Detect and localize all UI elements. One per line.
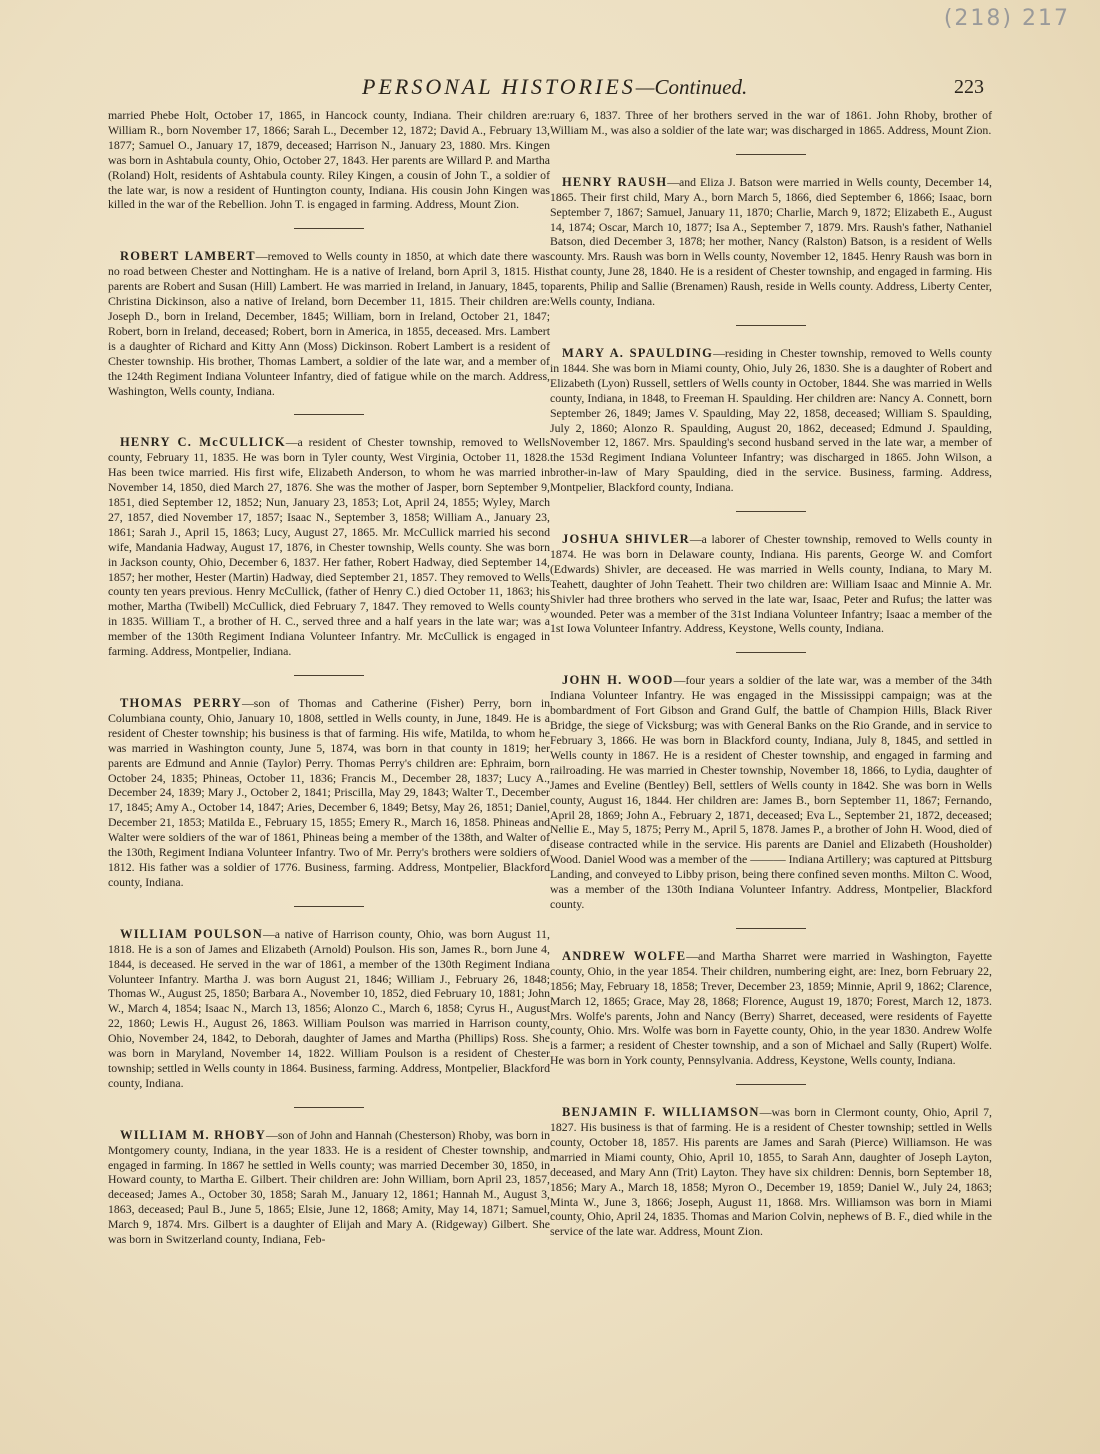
entry-paragraph bbox=[108, 1128, 550, 1247]
entry-text: —son of John and Hannah (Chesterson) Rhoby, was born in Montgomery county, Indiana, in the year 1833. He is a resident of Chester township, and engaged in farming. In 1867 he settled in Wells county; was married December 30, 1850, in Howard county, to Martha E. Gilbert. Their children are: John William, born April 23, 1857, deceased; James A., October 30, 1858; Sarah M., January 12, 1861; Hannah M., August 3, 1863, deceased; Paul B., June 5, 1865; Elsie, June 12, 1868; Amity, May 14, 1871; Samuel, March 9, 1874. Mrs. Gilbert is a daughter of Elijah and Mary A. (Ridgeway) Gilbert. She was born in Switzerland county, Indiana, Feb- bbox=[108, 1127, 550, 1247]
entry-paragraph bbox=[108, 249, 550, 398]
entry-paragraph bbox=[550, 108, 992, 138]
biography-entry bbox=[550, 108, 992, 138]
entry-paragraph bbox=[550, 532, 992, 636]
entry-text: —a resident of Chester township, removed to Wells county, February 11, 1835. He was born in Tyler county, West Virginia, October 11, 1828. Has been twice married. His first wife, Elizabeth Anderson, to whom he was married in November 14, 1850, died March 27, 1876. She was the mother of Jasper, born September 9, 1851, died September 12, 1852; Nun, January 23, 1853; Lot, April 24, 1855; Wyley, March 27, 1857, died November 17, 1857; Isaac N., September 3, 1858; William A., January 23, 1861; Sarah J., April 15, 1863; Lucy, August 27, 1865. Mr. McCullick married his second wife, Mandania Hadway, August 17, 1876, in Chester township, Wells county. She was born in Jackson county, Ohio, December 6, 1837. Her father, Robert Hadway, died September 14, 1857; her mother, Hester (Martin) Hadway, died September 21, 1857. They removed to Wells county ten years previous. Henry McCullick, (father of Henry C.) died October 11, 1863; his mother, Martha (Twibell) McCullick, died February 7, 1847. They removed to Wells county in 1835. William T., a brother of H. C., served three and a half years in the late war; was a member of the 130th Regiment Indiana Volunteer Infantry. Mr. McCullick is engaged in farming. Address, Montpelier, Indiana. bbox=[108, 435, 550, 659]
section-divider bbox=[294, 228, 364, 229]
header-continued: —Continued. bbox=[635, 75, 748, 99]
biography-entry bbox=[550, 346, 992, 495]
biography-entry bbox=[550, 673, 992, 912]
entry-text: married Phebe Holt, October 17, 1865, in Hancock county, Indiana. Their children are: William R., born November 17, 1866; Sarah L., December 12, 1872; David A., February 13, 1877; Samuel O., January 17, 1879, deceased; Harrison N., January 23, 1880. Mrs. Kingen was born in Ashtabula county, Ohio, October 27, 1843. Her parents are Willard P. and Martha (Roland) Holt, residents of Ashtabula county. Riley Kingen, a cousin of John T., a soldier of the late war, is now a resident of Huntington county, Indiana. His cousin John Kingen was killed in the war of the Rebellion. John T. is engaged in farming. Address, Mount Zion. bbox=[108, 108, 550, 212]
section-divider bbox=[736, 1084, 806, 1085]
biography-entry bbox=[108, 927, 550, 1091]
section-divider bbox=[294, 414, 364, 415]
entry-name: ROBERT LAMBERT bbox=[120, 249, 256, 264]
entry-paragraph bbox=[550, 949, 992, 1068]
pencil-page-note: (218) 217 bbox=[943, 6, 1070, 31]
entry-paragraph bbox=[550, 1105, 992, 1239]
entry-name: WILLIAM M. RHOBY bbox=[120, 1127, 267, 1142]
section-divider bbox=[736, 325, 806, 326]
entry-text: —was born in Clermont county, Ohio, April 7, 1827. His business is that of farming. He is a resident of Chester township; settled in Wells county, October 18, 1857. His parents are James and Sarah (Pierce) Williamson. He was married in Miami county, Ohio, April 10, 1855, to Sarah Ann, daughter of Joseph Layton, deceased, and Mary Ann (Trit) Layton. They have six children: Dennis, born September 18, 1856; Mary A., March 18, 1858; Myron O., December 19, 1859; Daniel W., July 24, 1863; Minta W., June 3, 1866; Joseph, August 11, 1868. Mrs. Williamson was born in Miami county, Ohio, April 24, 1835. Thomas and Marion Colvin, nephews of B. F., died while in the service of the late war. Address, Mount Zion. bbox=[550, 1105, 992, 1239]
entry-text: —removed to Wells county in 1850, at which date there was no road between Chester and Nottingham. He is a native of Ireland, born April 3, 1815. His parents are Robert and Susan (Hill) Lambert. He was married in Ireland, in January, 1845, to Christina Dickinson, also a native of Ireland, born December 11, 1815. Their children are: Joseph D., born in Ireland, December, 1845; William, born in Ireland, October 21, 1847; Robert, born in Ireland, deceased; Robert, born in America, in 1855, deceased. Mrs. Lambert is a daughter of Richard and Kitty Ann (Moss) Dickinson. Robert Lambert is a resident of Chester township. His brother, Thomas Lambert, a soldier of the late war, and a member of the 124th Regiment Indiana Volunteer Infantry, died of fatigue while on the march. Address, Washington, Wells county, Indiana. bbox=[108, 249, 551, 398]
biography-entry bbox=[550, 949, 992, 1068]
entry-name: HENRY C. McCULLICK bbox=[120, 435, 286, 450]
entry-text: —a native of Harrison county, Ohio, was born August 11, 1818. He is a son of James and Elizabeth (Arnold) Poulson. His son, James R., born June 4, 1844, is deceased. He served in the war of 1861, a member of the 130th Regiment Indiana Volunteer Infantry. Martha J. was born August 21, 1846; William J., February 26, 1848; Thomas W., August 25, 1850; Barbara A., November 10, 1852, died February 10, 1881; John W., March 4, 1854; Isaac N., March 13, 1856; Alonzo C., March 6, 1858; Cyrus H., August 22, 1860; Lewis H., August 26, 1863. William Poulson was married in Harrison county, Ohio, November 24, 1842, to Deborah, daughter of James and Martha (Phillips) Ross. She was born in Maryland, November 14, 1822. William Poulson is a resident of Chester township; settled in Wells county in 1864. Business, farming. Address, Montpelier, Blackford county, Indiana. bbox=[108, 926, 550, 1090]
biography-entry bbox=[550, 175, 992, 309]
entry-text: —residing in Chester township, removed to Wells county in 1844. She was born in Miami county, Ohio, July 26, 1830. She is a daughter of Robert and Elizabeth (Lyon) Russell, settlers of Wells county in October, 1844. She was married in Wells county, Indiana, in 1848, to Freeman H. Spaulding. Her children are: Nancy A. Connett, born September 26, 1849; James V. Spaulding, May 22, 1858, deceased; William S. Spaulding, July 2, 1860; Alonzo R. Spaulding, August 20, 1862, deceased; Edmund J. Spaulding, November 12, 1867. Mrs. Spaulding's second husband served in the late war, a member of the 153d Regiment Indiana Volunteer Infantry; was discharged in 1865. John Wilson, a brother-in-law of Mary Spaulding, died in the service. Business, farming. Address, Montpelier, Blackford county, Indiana. bbox=[550, 345, 992, 495]
section-divider bbox=[294, 675, 364, 676]
entry-paragraph bbox=[108, 927, 550, 1091]
biography-entry bbox=[108, 696, 550, 890]
entry-text: —son of Thomas and Catherine (Fisher) Perry, born in Columbiana county, Ohio, January 10, 1808, settled in Wells county, in June, 1849. He is a resident of Chester township; his business is that of farming. His wife, Matilda, to whom he was married in Washington county, June 5, 1874, was born in that county in 1819; her parents are Edmund and Annie (Taylor) Perry. Thomas Perry's children are: Ephraim, born October 24, 1835; Phineas, October 11, 1836; Francis M., December 28, 1837; Lucy A., December 24, 1839; Mary J., October 2, 1841; Priscilla, May 29, 1843; Walter T., December 17, 1845; Amy A., October 14, 1847; Aries, December 6, 1849; Betsy, May 26, 1851; Daniel, December 21, 1853; Matilda E., February 15, 1855; Emery R., March 16, 1858. Phineas and Walter were soldiers of the war of 1861, Phineas being a member of the 138th, and Walter of the 130th, Regiment Indiana Volunteer Infantry. Two of Mr. Perry's brothers were soldiers of 1812. His father was a soldier of 1776. Business, farming. Address, Montpelier, Blackford county, Indiana. bbox=[108, 696, 550, 889]
entry-paragraph bbox=[550, 673, 992, 912]
entry-paragraph bbox=[108, 696, 550, 890]
left-column bbox=[108, 108, 550, 1247]
section-divider bbox=[736, 652, 806, 653]
entry-paragraph bbox=[550, 175, 992, 309]
entry-paragraph bbox=[550, 346, 992, 495]
entry-text: —and Eliza J. Batson were married in Wells county, December 14, 1865. Their first child, Mary A., born March 5, 1866, died September 6, 1866; Isaac, born September 7, 1867; Samuel, January 11, 1870; Charlie, March 9, 1872; Elizabeth E., August 14, 1874; Oscar, March 10, 1877; Isa A., September 7, 1879. Mrs. Raush's father, Nathaniel Batson, died December 3, 1878; her mother, Nancy (Ralston) Batson, is a resident of Wells county. Mrs. Raush was born in Wells county, November 12, 1845. Henry Raush was born in that county, June 28, 1840. He is a resident of Chester township, and engaged in farming. His parents, Philip and Sallie (Brenamen) Raush, reside in Wells county. Address, Liberty Center, Wells county, Indiana. bbox=[550, 174, 992, 309]
page-header bbox=[362, 74, 1002, 100]
entry-name: BENJAMIN F. WILLIAMSON bbox=[562, 1105, 760, 1120]
right-column bbox=[550, 108, 992, 1239]
biography-entry bbox=[550, 1105, 992, 1239]
entry-paragraph bbox=[108, 435, 550, 659]
section-divider bbox=[294, 906, 364, 907]
section-divider bbox=[736, 511, 806, 512]
entry-name: ANDREW WOLFE bbox=[562, 948, 687, 963]
entry-name: HENRY RAUSH bbox=[562, 174, 668, 189]
biography-entry bbox=[108, 108, 550, 212]
entry-paragraph bbox=[108, 108, 550, 212]
entry-text: —a laborer of Chester township, removed to Wells county in 1874. He was born in Delaware county, Indiana. His parents, George W. and Comfort (Edwards) Shivler, are deceased. He was married in Wells county, Indiana, to Mary M. Teahett, daughter of John Teahett. Their two children are: William Isaac and Minnie A. Mr. Shivler had three brothers who served in the late war, Isaac, Peter and Rufus; the latter was wounded. Peter was a member of the 31st Indiana Volunteer Infantry; Isaac a member of the 1st Iowa Volunteer Infantry. Address, Keystone, Wells county, Indiana. bbox=[550, 532, 992, 636]
biography-entry bbox=[108, 435, 550, 659]
entry-name: JOSHUA SHIVLER bbox=[562, 532, 690, 547]
section-divider bbox=[736, 928, 806, 929]
biography-entry bbox=[108, 1128, 550, 1247]
entry-text: —and Martha Sharret were married in Washington, Fayette county, Ohio, in the year 1854. Their children, numbering eight, are: Inez, born February 22, 1856; May, February 18, 1858; Trever, December 23, 1859; Minnie, April 9, 1862; Clarence, March 12, 1865; Grace, May 28, 1868; Florence, August 19, 1870; Forest, March 12, 1873. Mrs. Wolfe's parents, John and Nancy (Berry) Sharret, deceased, were residents of Fayette county, Ohio. Mrs. Wolfe was born in Fayette county, Ohio, in the year 1830. Andrew Wolfe is a farmer; a resident of Chester township, and a son of Michael and Sally (Rupert) Wolfe. He was born in York county, Pennsylvania. Address, Keystone, Wells county, Indiana. bbox=[550, 948, 992, 1068]
entry-name: WILLIAM POULSON bbox=[120, 926, 263, 941]
header-title: PERSONAL HISTORIES bbox=[362, 74, 636, 99]
biography-entry bbox=[108, 249, 550, 398]
biography-entry bbox=[550, 532, 992, 636]
section-divider bbox=[736, 154, 806, 155]
section-divider bbox=[294, 1107, 364, 1108]
entry-text: ruary 6, 1837. Three of her brothers served in the war of 1861. John Rhoby, brother of William M., was also a soldier of the late war; was discharged in 1865. Address, Mount Zion. bbox=[550, 108, 992, 137]
entry-name: MARY A. SPAULDING bbox=[562, 345, 714, 360]
entry-text: —four years a soldier of the late war, was a member of the 34th Indiana Volunteer Infantry. He was engaged in the Mississippi campaign; was at the bombardment of Fort Gibson and Grand Gulf, the battle of Champion Hills, Black River Bridge, the siege of Vicksburg; was with General Banks on the Rio Grande, and in service to February 3, 1866. He was born in Blackford county, Indiana, July 8, 1845, and settled in Wells county in 1867. He is a resident of Chester township, and engaged in farming and railroading. He was married in Chester township, November 18, 1866, to Lydia, daughter of James and Eveline (Bentley) Bell, settlers of Wells county in 1842. She was born in Wells county, August 16, 1844. Her children are: James B., born September 11, 1867; Fernando, April 28, 1869; John A., February 2, 1871, deceased; Eva L., September 21, 1872, deceased; Nellie E., May 5, 1875; Perry M., April 5, 1878. James P., a brother of John H. Wood, died of disease contracted while in the service. His parents are Daniel and Elizabeth (Housholder) Wood. Daniel Wood was a member of the ——— Indiana Artillery; was captured at Pittsburg Landing, and conveyed to Libby prison, being there confined seven months. Milton C. Wood, was a member of the 130th Indiana Volunteer Infantry. Address, Montpelier, Blackford county. bbox=[550, 673, 992, 911]
page-number: 223 bbox=[954, 76, 984, 98]
entry-name: JOHN H. WOOD bbox=[562, 673, 674, 688]
entry-name: THOMAS PERRY bbox=[120, 696, 242, 710]
